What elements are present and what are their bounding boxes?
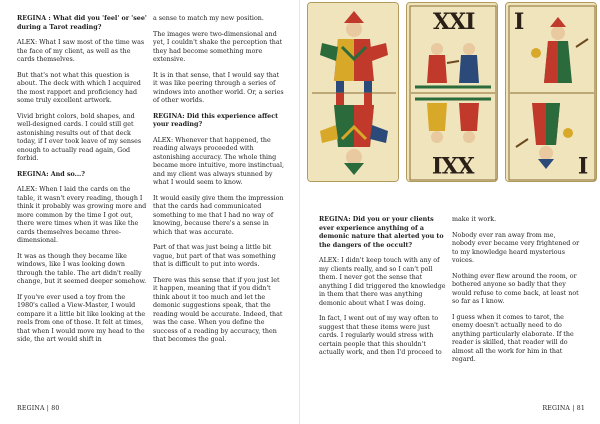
interview-paragraph: Nobody ever ran away from me, nobody ever became very frightened or to my knowledge heard mysterious voices. <box>452 231 580 264</box>
interview-paragraph: Part of that was just being a little bit vague, but part of that was something that is difficult to put into words. <box>153 244 276 268</box>
right-column-2 <box>452 216 580 372</box>
card-numeral-bottom: XXI <box>433 151 475 177</box>
tarot-cards-illustration <box>306 0 599 182</box>
interview-paragraph: ALEX: Whenever that happened, the reading always proceeded with astonishing accuracy. The whole thing became more intuitive, more instinctual, and my client was always stunned by what I would seem to know. <box>153 136 284 186</box>
left-column-2 <box>153 15 284 352</box>
interview-paragraph: ALEX: What I saw most of the time was the face of my client, as well as the cards themselves. <box>17 39 145 63</box>
interview-paragraph: In fact, I went out of my way often to suggest that these items were just cards. I regularly would stress with certain people that this shouldn't actually work, and then I'd proceed to <box>319 315 442 356</box>
interview-question: REGINA: Did you or your clients ever experience anything of a demonic nature that alerted you to the dangers of the occult? <box>319 216 444 249</box>
card-numeral-bottom: I <box>578 151 588 177</box>
interview-paragraph: The images were two-dimensional and yet, I couldn't shake the perception that they had become something more extensive. <box>153 30 283 63</box>
tarot-card-i <box>505 2 597 182</box>
interview-question: REGINA: And so...? <box>17 170 85 178</box>
interview-paragraph: If you've ever used a toy from the 1980's called a View-Master, I would compare it a little bit like looking at the reels from one of those. It felt at times, that when I would move my head to the side, the art would shift in <box>17 293 146 343</box>
interview-paragraph: I guess when it comes to tarot, the enemy doesn't actually need to do anything particularly elaborate. If the reader is skilled, that reader will do almost all the work for him in that regard. <box>452 313 574 363</box>
harlequin-artwork-icon <box>308 3 399 182</box>
interview-paragraph: a sense to match my new position. <box>153 15 264 22</box>
interview-paragraph: But that's not what this question is about. The deck with which I acquired the most rapport and proficiency had some truly excellent artwork. <box>17 71 141 104</box>
interview-paragraph: It is in that sense, that I would say that it was like peering through a series of windows into another world. Or, a series of other worlds. <box>153 71 284 104</box>
page-number-left: REGINA | 80 <box>17 405 60 412</box>
interview-paragraph: Nothing ever flew around the room, or bothered anyone so badly that they would refuse to come back, at least not so far as I know. <box>452 272 579 305</box>
interview-paragraph: It would easily give them the impression that the cards had communicated something to me that I had no way of knowing, because there's a sense in which that was accurate. <box>153 194 284 236</box>
tarot-card-xxi <box>406 2 498 182</box>
interview-paragraph: ALEX: I didn't keep touch with any of my clients really, and so I can't poll them. I never got the sense that anything I did triggered the knowledge in them that there was anything demonic about what I was doing. <box>319 257 446 307</box>
interview-question: REGINA: Did this experience affect your reading? <box>153 112 278 128</box>
interview-paragraph: There was this sense that if you just let it happen, meaning that if you didn't think about it too much and let the demonic suggestions speak, that the reading would be accurate. Indeed, that was the case. When you define the success of a reading by accuracy, then that becomes the goal. <box>153 276 283 343</box>
left-column-1 <box>17 15 148 352</box>
card-numeral-top: I <box>514 9 524 35</box>
right-column-1 <box>319 216 447 365</box>
interview-question: REGINA : What did you 'feel' or 'see' during a Tarot reading? <box>17 15 147 31</box>
interview-paragraph: ALEX: When I laid the cards on the table, it wasn't every reading, though I think it probably was growing more and more common by the time I got out, there were times when it was like the cards themselves became three-dimensional. <box>17 186 147 244</box>
interview-paragraph: It was as though they became like windows, like I was looking down through the table. The art didn't really change, but it seemed deeper somehow. <box>17 252 147 285</box>
tarot-card-harlequin <box>307 2 399 182</box>
interview-paragraph: Vivid bright colors, bold shapes, and well-designed cards. I could still get astonishing results out of that deck today, if I ever took leave of my senses enough to actually read again, God forbid. <box>17 112 142 162</box>
page-number-right: REGINA | 81 <box>542 405 585 412</box>
card-numeral-top: XXI <box>433 9 475 35</box>
interview-paragraph: make it work. <box>452 216 497 223</box>
